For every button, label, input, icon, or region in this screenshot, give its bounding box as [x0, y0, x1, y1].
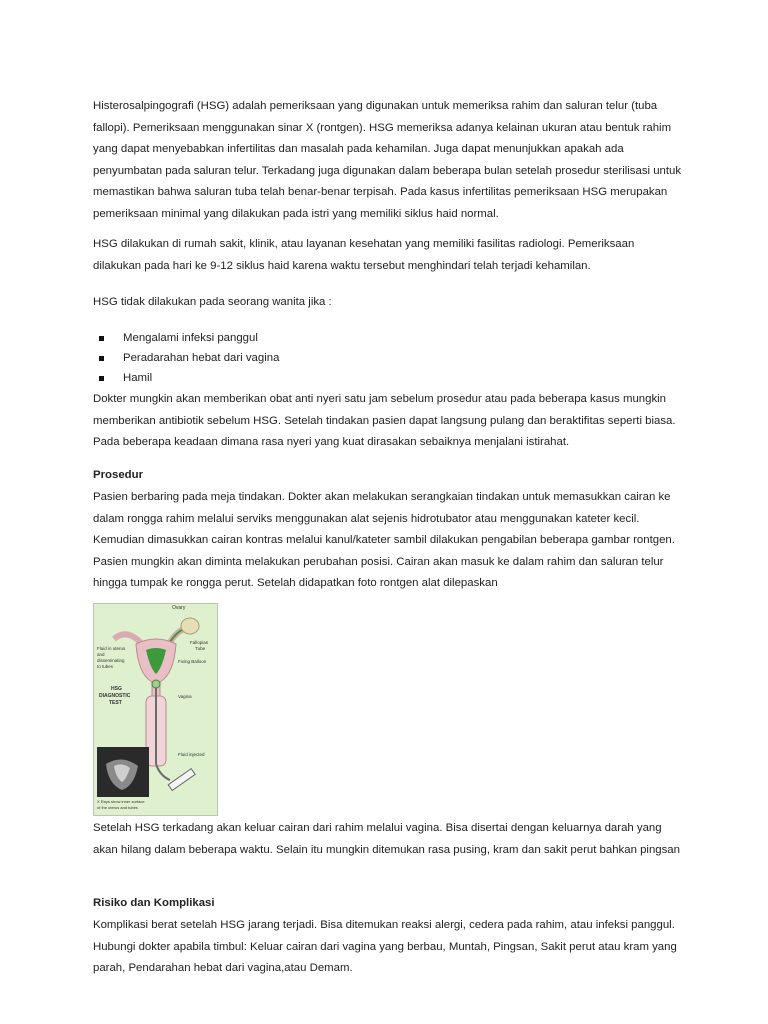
- list-item: Mengalami infeksi panggul: [93, 328, 279, 348]
- label-fluid-3: disseminating: [97, 658, 125, 663]
- bullet-icon: [99, 356, 104, 361]
- paragraph-contraindications-intro: HSG tidak dilakukan pada seorang wanita jika :: [93, 296, 332, 308]
- paragraph-complications: Komplikasi berat setelah HSG jarang terjadi. Bisa ditemukan reaksi alergi, cedera pada rahim, atau infeksi panggul. Hubungi dokter apabila timbul: Keluar cairan dari vagina yang berbau, Muntah, Pingsan, Sakit perut atau kram yang parah, Pendarahan hebat dari vagina,atau Demam.: [93, 919, 677, 975]
- label-xray-2: of the uterus and tubes: [97, 805, 138, 810]
- heading-risiko: Risiko dan Komplikasi: [93, 897, 215, 909]
- contraindication-list: [93, 328, 279, 388]
- fixing-balloon: [152, 680, 160, 688]
- label-fallopian-2: Tube: [195, 646, 206, 651]
- label-fluid-2: and: [97, 652, 105, 657]
- label-fluid-injected: Fluid injected: [178, 752, 205, 757]
- label-fixing-balloon: Fixing Balloon: [178, 659, 207, 664]
- ovary-shape: [181, 618, 199, 634]
- list-item: Peradarahan hebat dari vagina: [93, 348, 279, 368]
- list-item: Hamil: [93, 368, 279, 388]
- label-fluid-1: Fluid in uterus: [97, 646, 126, 651]
- label-xray-1: X Rays show inner surface: [97, 799, 145, 804]
- figure-title-2: DIAGNOSTIC: [99, 693, 131, 699]
- heading-prosedur: Prosedur: [93, 469, 144, 481]
- figure-title-3: TEST: [109, 700, 122, 706]
- paragraph-after-effects: Setelah HSG terkadang akan keluar cairan dari rahim melalui vagina. Bisa disertai dengan keluarnya darah yang akan hilang dalam beberapa waktu. Selain itu mungkin ditemukan rasa pusing, kram dan sakit perut bahkan pingsan: [93, 822, 680, 856]
- bullet-icon: [99, 336, 104, 341]
- label-fallopian-1: Fallopian: [190, 640, 209, 645]
- paragraph-location: HSG dilakukan di rumah sakit, klinik, atau layanan kesehatan yang memiliki fasilitas radiologi. Pemeriksaan dilakukan pada hari ke 9-12 siklus haid karena waktu tersebut menghindari telah terjadi kehamilan.: [93, 238, 635, 272]
- label-fluid-4: to tubes: [97, 664, 114, 669]
- paragraph-procedure: Pasien berbaring pada meja tindakan. Dokter akan melakukan serangkaian tindakan untuk memasukkan cairan ke dalam rongga rahim melalui serviks menggunakan alat sejenis hidrotubator atau menggunakan kateter kecil. Kemudian dimasukkan cairan kontras melalui kanul/kateter sambil dilakukan pengabilan beberapa gambar rontgen. Pasien mungkin akan diminta melakukan perubahan posisi. Cairan akan masuk ke dalam rahim dan saluran telur hingga tumpak ke rongga perut. Setelah didapatkan foto rontgen alat dilepaskan: [93, 491, 675, 590]
- paragraph-intro: Histerosalpingografi (HSG) adalah pemeriksaan yang digunakan untuk memeriksa rahim dan saluran telur (tuba fallopi). Pemeriksaan menggunakan sinar X (rontgen). HSG memeriksa adanya kelainan ukuran atau bentuk rahim yang dapat menyebabkan infertilitas dan masalah pada kehamilan. Juga dapat menunjukkan apakah ada penyumbatan pada saluran telur. Terkadang juga digunakan dalam beberapa bulan setelah prosedur sterilisasi untuk memastikan bahwa saluran tuba telah benar-benar terpisah. Pada kasus infertilitas pemeriksaan HSG merupakan pemeriksaan minimal yang dilakukan pada istri yang memiliki siklus haid normal.: [93, 100, 682, 220]
- label-ovary: Ovary: [172, 605, 186, 611]
- hsg-diagram-image: [93, 603, 218, 816]
- label-vagina: Vagina: [178, 694, 192, 699]
- paragraph-preparation: Dokter mungkin akan memberikan obat anti nyeri satu jam sebelum prosedur atau pada beberapa kasus mungkin memberikan antibiotik sebelum HSG. Setelah tindakan pasien dapat langsung pulang dan beraktifitas seperti biasa. Pada beberapa keadaan dimana rasa nyeri yang kuat dirasakan sebaiknya menjalani istirahat.: [93, 393, 676, 449]
- figure-title-1: HSG: [111, 686, 122, 692]
- bullet-icon: [99, 376, 104, 381]
